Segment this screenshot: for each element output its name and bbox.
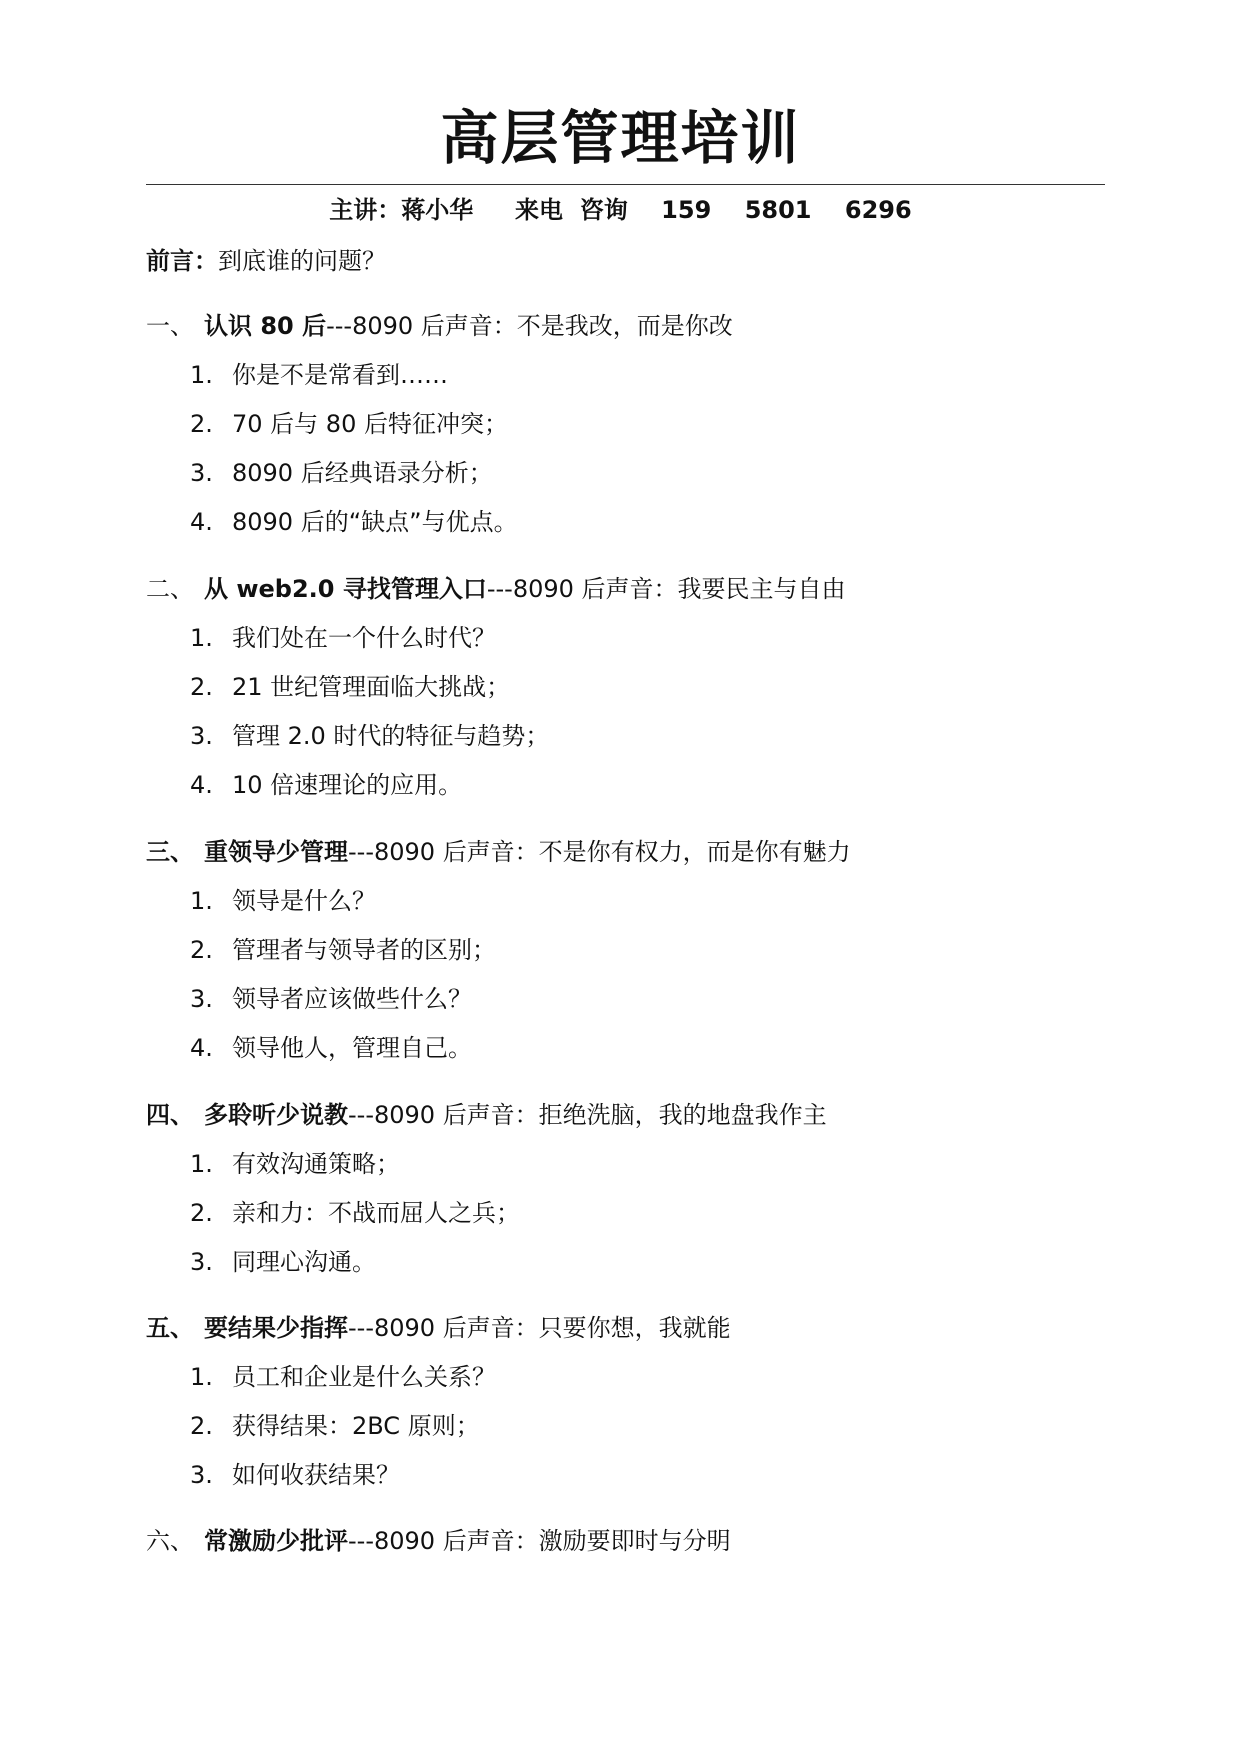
- list-item: [190, 933, 496, 967]
- section-number: 一、: [146, 312, 194, 340]
- item-text: 领导是什么？: [232, 887, 376, 915]
- section-number: 四、: [146, 1101, 194, 1129]
- item-text: 你是不是常看到……: [232, 361, 448, 389]
- section-tail: ---8090 后声音：只要你想，我就能: [348, 1314, 731, 1342]
- item-text: 亲和力：不战而屈人之兵；: [232, 1199, 520, 1227]
- list-item: [190, 670, 510, 704]
- list-item: [190, 768, 462, 802]
- section-number: 六、: [146, 1527, 194, 1555]
- list-item: [190, 456, 493, 490]
- item-number: 3.: [190, 459, 213, 487]
- item-number: 4.: [190, 508, 213, 536]
- item-text: 8090 后的“缺点”与优点。: [232, 508, 518, 536]
- item-text: 领导者应该做些什么？: [232, 985, 472, 1013]
- preface-label: 前言：: [146, 247, 218, 275]
- section-heading: [146, 309, 733, 343]
- document-title: 高层管理培训: [440, 104, 801, 172]
- item-number: 1.: [190, 361, 213, 389]
- section-number: 五、: [146, 1314, 194, 1342]
- item-text: 获得结果：2BC 原则；: [232, 1412, 480, 1440]
- item-text: 10 倍速理论的应用。: [232, 771, 463, 799]
- item-number: 4.: [190, 771, 213, 799]
- item-number: 3.: [190, 985, 213, 1013]
- preface-text: 到底谁的问题？: [218, 247, 386, 275]
- item-number: 2.: [190, 1412, 213, 1440]
- list-item: [190, 1458, 400, 1492]
- item-number: 1.: [190, 1150, 213, 1178]
- item-number: 1.: [190, 887, 213, 915]
- item-number: 1.: [190, 1363, 213, 1391]
- item-number: 2.: [190, 936, 213, 964]
- section-heading: [146, 835, 851, 869]
- list-item: [190, 505, 518, 539]
- document-subtitle: 主讲：蒋小华 来电 咨询 159 5801 6296: [329, 196, 912, 224]
- section-tail: ---8090 后声音：拒绝洗脑，我的地盘我作主: [348, 1101, 827, 1129]
- section-title: 要结果少指挥: [204, 1314, 348, 1342]
- item-number: 1.: [190, 624, 213, 652]
- item-text: 21 世纪管理面临大挑战；: [232, 673, 511, 701]
- section-tail: ---8090 后声音：不是我改，而是你改: [326, 312, 733, 340]
- list-item: [190, 982, 472, 1016]
- item-text: 员工和企业是什么关系？: [232, 1363, 496, 1391]
- list-item: [190, 1196, 520, 1230]
- section-heading: [146, 1311, 731, 1345]
- section-title: 常激励少批评: [204, 1527, 348, 1555]
- item-number: 3.: [190, 1461, 213, 1489]
- item-text: 如何收获结果？: [232, 1461, 400, 1489]
- item-text: 管理者与领导者的区别；: [232, 936, 496, 964]
- section-heading: [146, 1098, 827, 1132]
- title-divider: [146, 184, 1105, 185]
- section-tail: ---8090 后声音：激励要即时与分明: [348, 1527, 731, 1555]
- list-item: [190, 1245, 376, 1279]
- item-text: 领导他人，管理自己。: [232, 1034, 472, 1062]
- item-number: 3.: [190, 1248, 213, 1276]
- list-item: [190, 1360, 496, 1394]
- list-item: [190, 719, 549, 753]
- item-number: 4.: [190, 1034, 213, 1062]
- item-text: 有效沟通策略；: [232, 1150, 400, 1178]
- item-number: 3.: [190, 722, 213, 750]
- item-text: 同理心沟通。: [232, 1248, 376, 1276]
- item-number: 2.: [190, 410, 213, 438]
- list-item: [190, 407, 508, 441]
- item-number: 2.: [190, 1199, 213, 1227]
- section-tail: ---8090 后声音：不是你有权力，而是你有魅力: [348, 838, 851, 866]
- list-item: [190, 358, 448, 392]
- section-title: 多聆听少说教: [204, 1101, 348, 1129]
- list-item: [190, 1409, 480, 1443]
- section-number: 二、: [146, 575, 194, 603]
- section-title: 从 web2.0 寻找管理入口: [204, 575, 487, 603]
- section-title: 重领导少管理: [204, 838, 348, 866]
- preface: [146, 244, 386, 278]
- item-text: 管理 2.0 时代的特征与趋势；: [232, 722, 550, 750]
- list-item: [190, 1147, 400, 1181]
- list-item: [190, 884, 376, 918]
- item-text: 我们处在一个什么时代？: [232, 624, 496, 652]
- item-text: 8090 后经典语录分析；: [232, 459, 493, 487]
- section-heading: [146, 1524, 731, 1558]
- item-text: 70 后与 80 后特征冲突；: [232, 410, 508, 438]
- section-tail: ---8090 后声音：我要民主与自由: [486, 575, 846, 603]
- section-number: 三、: [146, 838, 194, 866]
- item-number: 2.: [190, 673, 213, 701]
- list-item: [190, 1031, 472, 1065]
- section-title: 认识 80 后: [204, 312, 327, 340]
- section-heading: [146, 572, 846, 606]
- list-item: [190, 621, 496, 655]
